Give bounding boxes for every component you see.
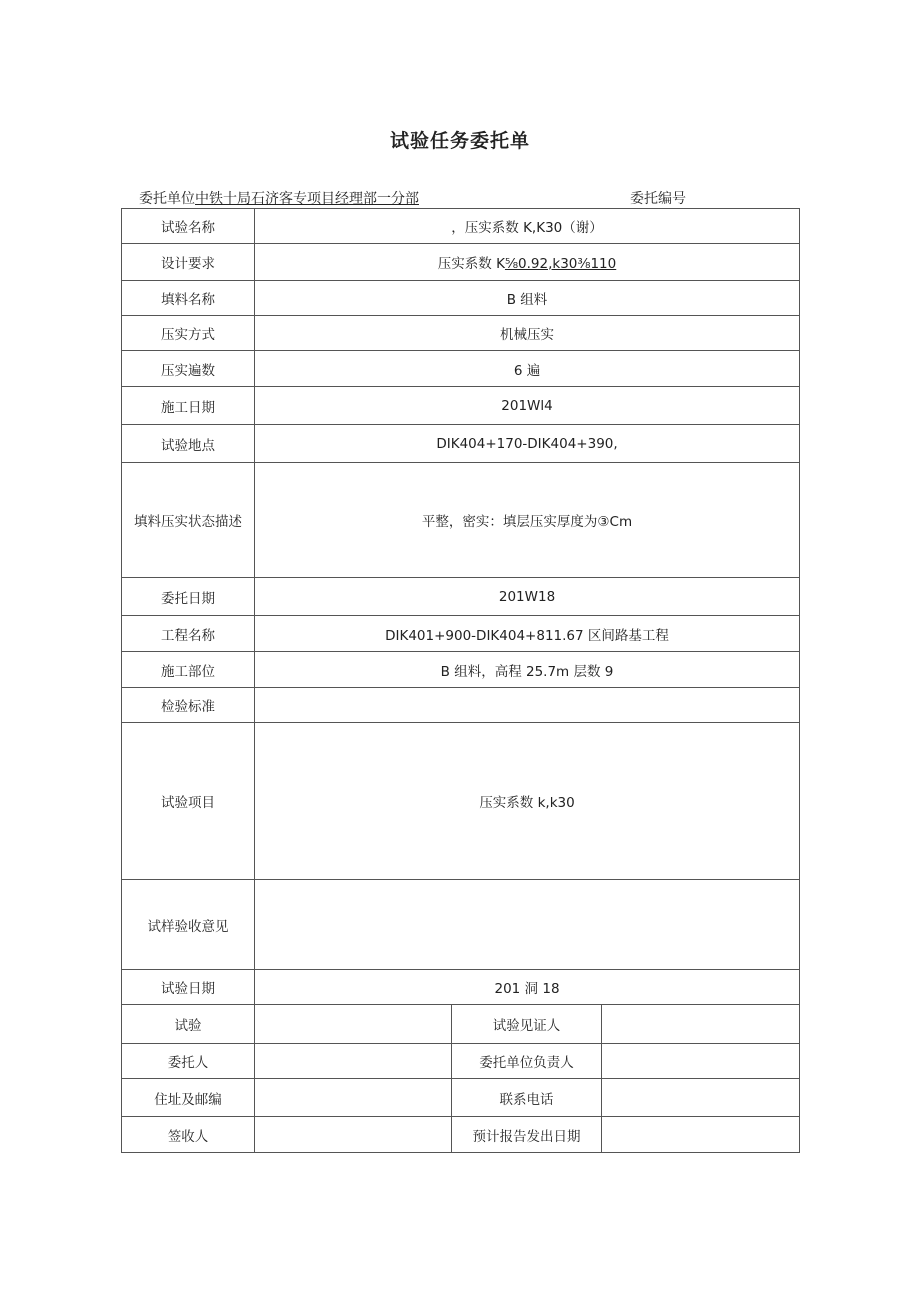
row-value — [255, 244, 800, 281]
row-value: DIK401+900-DIK404+811.67 区间路基工程 — [255, 616, 800, 652]
row-value: B 组料，高程 25.7m 层数 9 — [255, 652, 800, 688]
sign-value — [255, 1117, 452, 1153]
row-compaction-method — [122, 316, 800, 351]
sign-value — [602, 1044, 800, 1079]
row-label: 委托日期 — [122, 578, 255, 616]
sign-value — [602, 1117, 800, 1153]
sign-value — [255, 1044, 452, 1079]
row-label: 检验标准 — [122, 688, 255, 723]
row-test-location — [122, 425, 800, 463]
row-fill-state-description — [122, 463, 800, 578]
row-label: 试验日期 — [122, 970, 255, 1005]
row-label: 设计要求 — [122, 244, 255, 281]
row-value: B 组料 — [255, 281, 800, 316]
row-value: 压实系数 k,k30 — [255, 723, 800, 880]
entrust-code-label: 委托编号 — [630, 191, 686, 207]
sign-value — [602, 1079, 800, 1117]
sign-label: 签收人 — [122, 1117, 255, 1153]
row-value: 平整，密实：填层压实厚度为③Cm — [255, 463, 800, 578]
row-value: 201W18 — [255, 578, 800, 616]
sign-row-entruster — [122, 1044, 800, 1079]
row-label: 试样验收意见 — [122, 880, 255, 970]
row-label: 试验地点 — [122, 425, 255, 463]
row-label: 压实方式 — [122, 316, 255, 351]
row-entrust-date — [122, 578, 800, 616]
row-label: 工程名称 — [122, 616, 255, 652]
row-sample-acceptance — [122, 880, 800, 970]
row-value: 机械压实 — [255, 316, 800, 351]
entrusting-unit — [139, 188, 419, 208]
row-label: 施工日期 — [122, 387, 255, 425]
design-requirement-underlined: ⅝0.92,k30⅜110 — [504, 256, 617, 272]
row-value — [255, 880, 800, 970]
row-value: DIK404+170-DIK404+390, — [255, 425, 800, 463]
row-label: 试验名称 — [122, 209, 255, 244]
sign-row-tester — [122, 1005, 800, 1044]
sign-label: 联系电话 — [452, 1079, 602, 1117]
sign-value — [255, 1005, 452, 1044]
row-label: 压实遍数 — [122, 351, 255, 387]
sign-label: 住址及邮编 — [122, 1079, 255, 1117]
row-value: 201 洞 18 — [255, 970, 800, 1005]
page-title: 试验任务委托单 — [389, 130, 530, 152]
row-label: 试验项目 — [122, 723, 255, 880]
row-compaction-passes — [122, 351, 800, 387]
sign-label: 委托单位负责人 — [452, 1044, 602, 1079]
sign-value — [602, 1005, 800, 1044]
entrusting-unit-label: 委托单位 — [139, 191, 195, 207]
entrusting-unit-value: 中铁十局石济客专项目经理部一分部 — [195, 191, 419, 207]
sign-label: 试验见证人 — [452, 1005, 602, 1044]
design-requirement-prefix: 压实系数 K — [437, 256, 505, 272]
row-test-items — [122, 723, 800, 880]
row-inspection-standard — [122, 688, 800, 723]
row-fill-name — [122, 281, 800, 316]
sign-label: 委托人 — [122, 1044, 255, 1079]
row-project-name — [122, 616, 800, 652]
row-value: 6 遍 — [255, 351, 800, 387]
row-value: ，压实系数 K,K30（谢） — [255, 209, 800, 244]
sign-label: 试验 — [122, 1005, 255, 1044]
sign-row-address — [122, 1079, 800, 1117]
row-value: 201Wl4 — [255, 387, 800, 425]
row-construction-date — [122, 387, 800, 425]
row-value — [255, 688, 800, 723]
row-design-requirement — [122, 244, 800, 281]
row-label: 施工部位 — [122, 652, 255, 688]
row-test-date — [122, 970, 800, 1005]
row-test-name — [122, 209, 800, 244]
row-label: 填料名称 — [122, 281, 255, 316]
entrust-form-table — [121, 208, 800, 1153]
sign-value — [255, 1079, 452, 1117]
sign-label: 预计报告发出日期 — [452, 1117, 602, 1153]
sign-row-receiver — [122, 1117, 800, 1153]
row-label: 填料压实状态描述 — [122, 463, 255, 578]
row-construction-part — [122, 652, 800, 688]
